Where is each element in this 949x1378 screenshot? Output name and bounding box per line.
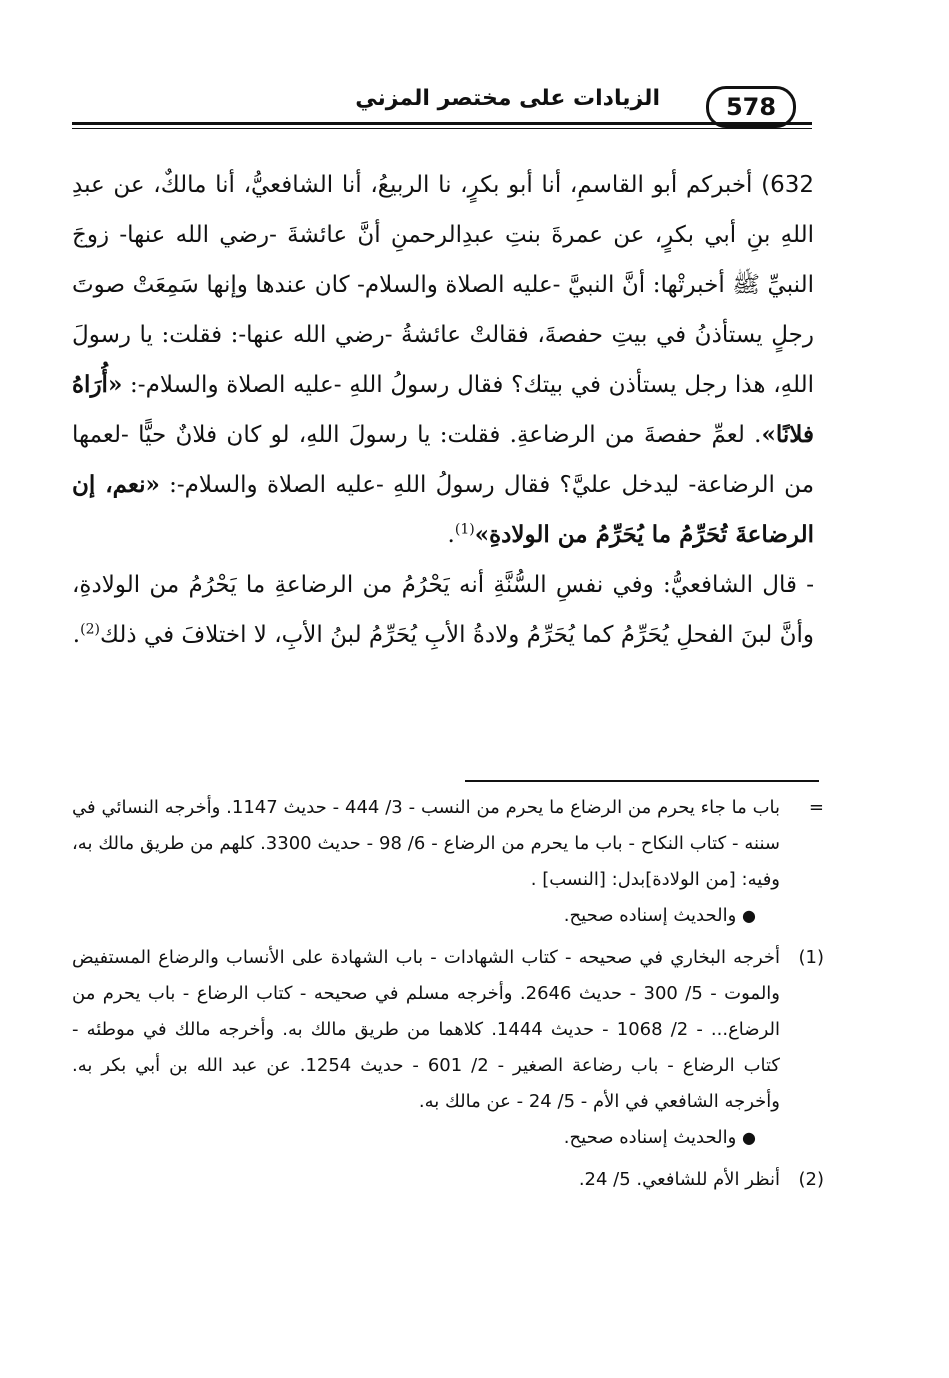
footnote-grade: والحديث إسناده صحيح. (563, 1127, 737, 1148)
footnotes (72, 790, 824, 1204)
running-header-title: الزيادات على مختصر المزني (355, 86, 660, 111)
footnote-separator (465, 780, 819, 782)
comment-end: . (72, 622, 81, 648)
bullet-icon: ● (742, 906, 756, 925)
page-number: 578 (706, 86, 796, 128)
footnote-text: أنظر الأم للشافعي. 5/ 24. (578, 1169, 780, 1190)
footnote-continuation (72, 790, 824, 934)
hadith-paragraph (72, 160, 814, 560)
footnote-2 (72, 1162, 824, 1198)
footnote-text: أخرجه البخاري في صحيحه - كتاب الشهادات - باب الشهادة على الأنساب والرضاع المستفيض والموت - 5/ 300 - حديث 2646. وأخرجه مسلم في صحيحه - كتاب الرضاع - باب يحرم من الرضاع... - 2/ 1068 - حديث 1444. كلاهما من طريق مالك به. وأخرجه مالك في موطئه - كتاب الرضاع - باب رضاعة الصغير - 2/ 601 - حديث 1254. عن عبد الله بن أبي بكر به. وأخرجه الشافعي في الأم - 5/ 24 - عن مالك به. (72, 947, 781, 1112)
shafii-comment-paragraph (72, 560, 814, 660)
footnote-grade: والحديث إسناده صحيح. (563, 905, 737, 926)
bullet-icon: ● (742, 1128, 756, 1147)
shafii-comment-text: - قال الشافعيُّ: وفي نفسِ السُّنَّةِ أنه يَحْرُمُ من الرضاعةِ ما يَحْرُمُ من الولادةِ، وأنَّ لبنَ الفحلِ يُحَرِّمُ كما يُحَرِّمُ ولادةُ الأبِ يُحَرِّمُ لبنُ الأبِ، لا اختلافَ في ذلك (72, 572, 814, 648)
hadith-quote-2: «نعم، إن الرضاعةَ تُحَرِّمُ ما يُحَرِّمُ من الولادةِ» (72, 471, 814, 548)
footnote-marker: (2) (798, 1169, 824, 1190)
hadith-end: . (447, 522, 455, 548)
footnote-marker: = (808, 797, 824, 818)
footnote-marker: (1) (798, 947, 824, 968)
hadith-text-part-2: . لعمِّ حفصةَ من الرضاعةِ. فقلت: يا رسولَ اللهِ، لو كان فلانٌ حيًّا -لعمها من الرضاعة- ليدخل عليَّ؟ فقال رسولُ اللهِ -عليه الصلاة والسلام-: (72, 422, 815, 498)
header-rule-thin (72, 128, 812, 129)
hadith-quote-1: «أُرَاهُ فلانًا» (72, 371, 814, 448)
footnote-ref-2: (2) (80, 621, 100, 638)
hadith-text-part-1: أخبركم أبو القاسمِ، أنا أبو بكرٍ، نا الربيعُ، أنا الشافعيُّ، أنا مالكٌ، عن عبدِ اللهِ بنِ أبي بكرٍ، عن عمرةَ بنتِ عبدِالرحمنِ أنَّ عائشةَ -رضي الله عنها- زوجَ النبيِّ ﷺ أخبرتْها: أنَّ النبيَّ -عليه الصلاة والسلام- كان عندها وإنها سَمِعَتْ صوتَ رجلٍ يستأذنُ في بيتِ حفصةَ، فقالتْ عائشةُ -رضي الله عنها-: فقلت: يا رسولَ اللهِ، هذا رجل يستأذن في بيتك؟ فقال رسولُ اللهِ -عليه الصلاة والسلام-: (72, 172, 814, 398)
footnote-text: باب ما جاء يحرم من الرضاع ما يحرم من النسب - 3/ 444 - حديث 1147. وأخرجه النسائي في سننه - كتاب النكاح - باب ما يحرم من الرضاع - 6/ 98 - حديث 3300. كلهم من طريق مالك به، وفيه: [من الولادة]بدل: [النسب] . (72, 797, 781, 890)
hadith-number: 632) (761, 172, 814, 198)
footnote-ref-1: (1) (454, 521, 475, 538)
footnote-1 (72, 940, 824, 1156)
header-rule (72, 122, 812, 125)
main-text (72, 160, 814, 660)
